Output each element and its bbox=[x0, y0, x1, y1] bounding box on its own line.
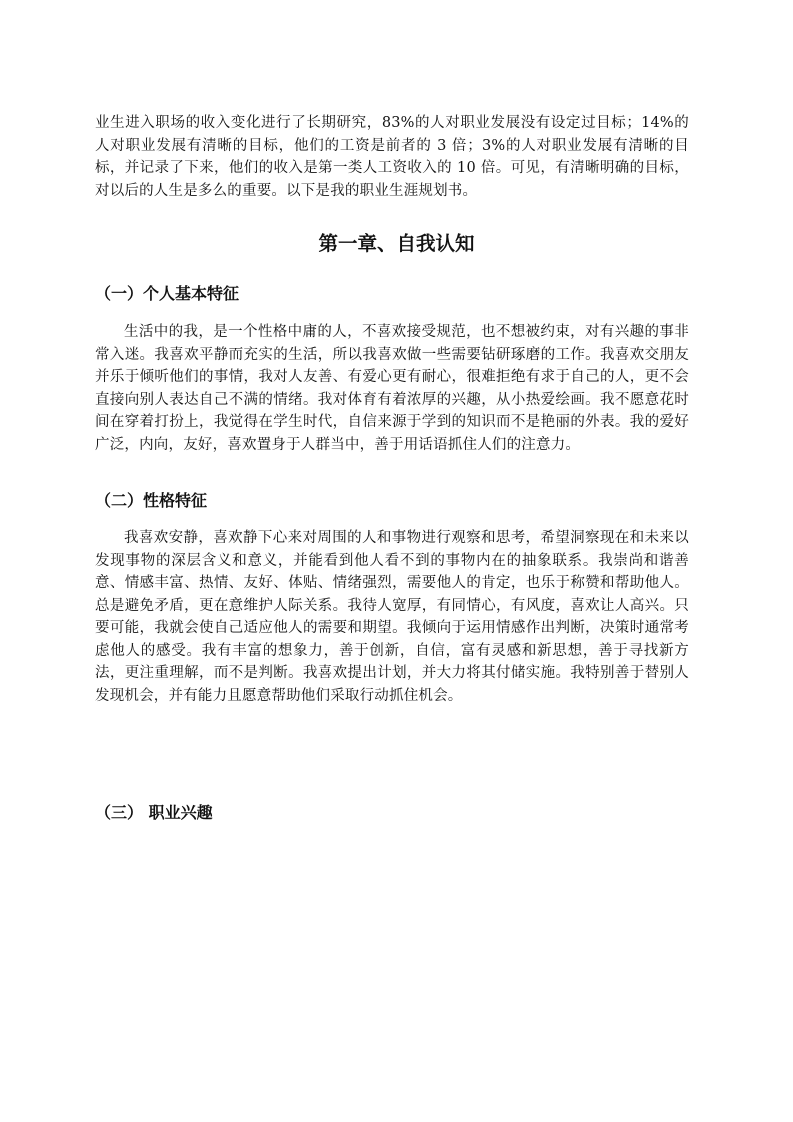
chapter-title: 第一章、自我认知 bbox=[318, 232, 475, 255]
section-heading-career-interest: （三） 职业兴趣 bbox=[95, 803, 213, 822]
section-heading-personal-traits: （一）个人基本特征 bbox=[95, 284, 240, 303]
section-body-personal-traits: 生活中的我，是一个性格中庸的人，不喜欢接受规范，也不想被约束，对有兴趣的事非常入迷。我喜欢平静而充实的生活，所以我喜欢做一些需要钻研琢磨的工作。我喜欢交朋友并乐于倾听他们的事情，我对人友善、有爱心更有耐心，很难拒绝有求于自己的人，更不会直接向别人表达自己不满的情绪。我对体育有着浓厚的兴趣，从小热爱绘画。我不愿意花时间在穿着打扮上，我觉得在学生时代，自信来源于学到的知识而不是艳丽的外表。我的爱好广泛，内向，友好，喜欢置身于人群当中，善于用话语抓住人们的注意力。 bbox=[95, 324, 689, 453]
intro-paragraph: 业生进入职场的收入变化进行了长期研究，83%的人对职业发展没有设定过目标；14%的人对职业发展有清晰的目标，他们的工资是前者的 3 倍；3%的人对职业发展有清晰的目标，并记录了下来，他们的收入是第一类人工资收入的 10 倍。可见，有清晰明确的目标，对以后的人生是多么的重要。以下是我的职业生涯规划书。 bbox=[95, 115, 689, 199]
section-body-personality: 我喜欢安静，喜欢静下心来对周围的人和事物进行观察和思考，希望洞察现在和未来以发现事物的深层含义和意义，并能看到他人看不到的事物内在的抽象联系。我崇尚和谐善意、情感丰富、热情、友好、体贴、情绪强烈，需要他人的肯定，也乐于称赞和帮助他人。总是避免矛盾，更在意维护人际关系。我待人宽厚，有同情心，有风度，喜欢让人高兴。只要可能，我就会使自己适应他人的需要和期望。我倾向于运用情感作出判断，决策时通常考虑他人的感受。我有丰富的想象力，善于创新，自信，富有灵感和新思想，善于寻找新方法，更注重理解，而不是判断。我喜欢提出计划，并大力将其付储实施。我特别善于替别人发现机会，并有能力且愿意帮助他们采取行动抓住机会。 bbox=[95, 530, 689, 704]
section-heading-personality: （二）性格特征 bbox=[95, 491, 208, 510]
